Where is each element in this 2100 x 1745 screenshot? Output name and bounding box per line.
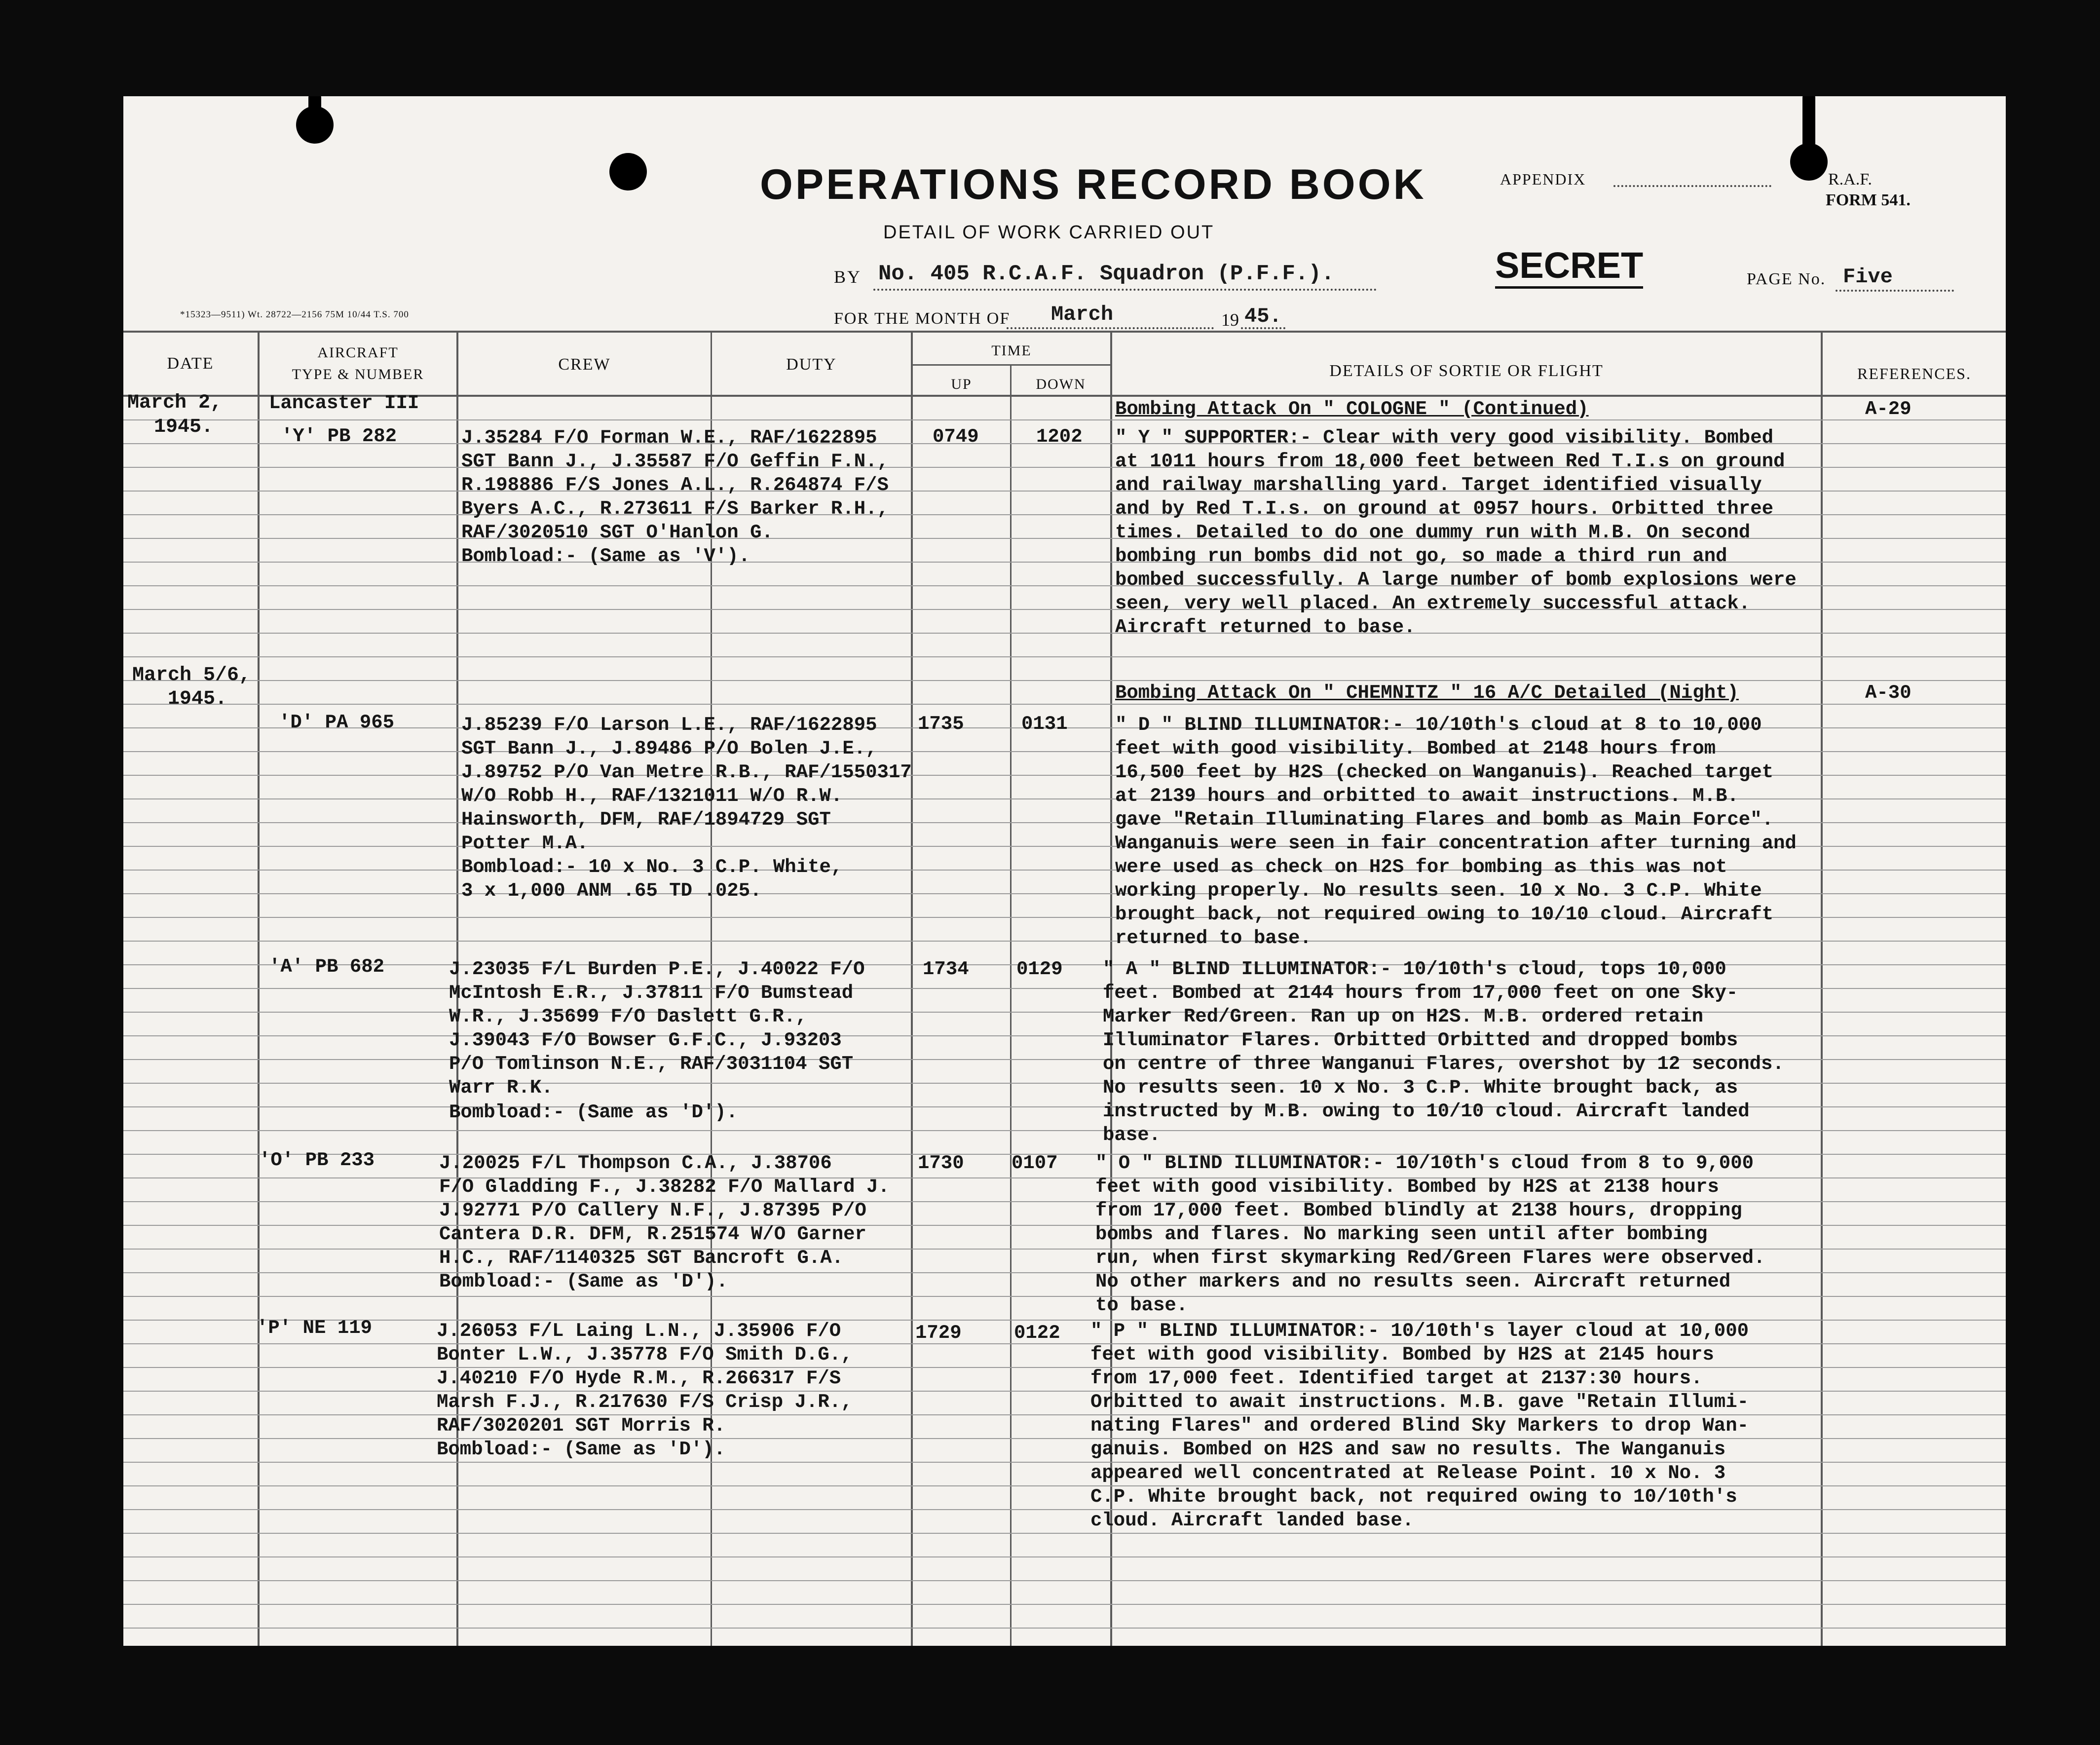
entry-2-details-8: working properly. No results seen. 10 x No. 3 C.P. White (1115, 880, 1762, 902)
entry-2-details-9: brought back, not required owing to 10/10 cloud. Aircraft (1115, 904, 1774, 925)
entry-3-details-5: on centre of three Wanganui Flares, overshot by 12 seconds. (1103, 1053, 1784, 1075)
ruled-line (123, 751, 2006, 752)
entry-3-bombload: Bombload:- (Same as 'D'). (449, 1101, 738, 1123)
page-number-label: PAGE No. (1747, 270, 1826, 288)
ruled-line (123, 1628, 2006, 1629)
entry-5-details-5: nating Flares" and ordered Blind Sky Markers to drop Wan- (1090, 1415, 1749, 1437)
entry-2-details-3: 16,500 feet by H2S (checked on Wanganuis). Reached target (1115, 761, 1774, 783)
col-header-date: DATE (167, 354, 214, 373)
entry-1-crew-4: Byers A.C., R.273611 F/S Barker R.H., (461, 498, 889, 520)
print-code: *15323—9511) Wt. 28722—2156 75M 10/44 T.S. 700 (180, 309, 409, 320)
entry-3-details-1: " A " BLIND ILLUMINATOR:- 10/10th's cloud, tops 10,000 (1103, 958, 1726, 980)
ruled-line (123, 633, 2006, 634)
page-title: OPERATIONS RECORD BOOK (760, 161, 1426, 208)
entry-2-aircraft-number: 'D' PA 965 (279, 712, 395, 733)
page-number-line (1836, 290, 1954, 292)
entry-5-crew-1: J.26053 F/L Laing L.N., J.35906 F/O (437, 1320, 841, 1342)
ruled-line (123, 656, 2006, 657)
entry-2-time-up: 1735 (918, 713, 964, 735)
entry-2-reference: A-30 (1865, 682, 1912, 704)
entry-1-time-down: 1202 (1036, 426, 1083, 448)
ruled-line (123, 1177, 2006, 1178)
secret-underline (1495, 286, 1643, 289)
entry-1-details-5: times. Detailed to do one dummy run with M.B. On second (1115, 522, 1751, 543)
ruled-line (123, 1556, 2006, 1557)
entry-1-aircraft-number: 'Y' PB 282 (281, 425, 397, 447)
entry-4-details-3: from 17,000 feet. Bombed blindly at 2138 hours, dropping (1095, 1200, 1742, 1221)
ruled-line (123, 1296, 2006, 1297)
ruled-line (123, 1533, 2006, 1534)
entry-5-details-4: Orbitted to await instructions. M.B. gave "Retain Illumi- (1090, 1391, 1749, 1413)
entry-3-details-6: No results seen. 10 x No. 3 C.P. White brought back, as (1103, 1077, 1738, 1099)
ruled-line (123, 1130, 2006, 1131)
form-label-541: FORM 541. (1826, 191, 1911, 209)
entry-4-details-7: to base. (1095, 1294, 1188, 1316)
entry-2-date-line-2: 1945. (168, 688, 227, 710)
entry-2-bombload-1: Bombload:- 10 x No. 3 C.P. White, (461, 856, 843, 878)
entry-3-time-down: 0129 (1016, 958, 1063, 980)
entry-4-time-up: 1730 (918, 1152, 964, 1174)
month-label: FOR THE MONTH OF (834, 309, 1011, 328)
entry-3-crew-6: Warr R.K. (449, 1077, 553, 1099)
col-divider-5 (1010, 364, 1012, 1646)
entry-4-aircraft-number: 'O' PB 233 (259, 1149, 375, 1171)
entry-1-details-3: and railway marshalling yard. Target identified visually (1115, 474, 1762, 496)
entry-2-details-7: were used as check on H2S for bombing as this was not (1115, 856, 1727, 878)
squadron-line (873, 289, 1377, 291)
entry-5-crew-2: Bonter L.W., J.35778 F/O Smith D.G., (437, 1344, 853, 1366)
binder-hole-center (609, 153, 647, 190)
entry-2-details-6: Wanganuis were seen in fair concentration after turning and (1115, 833, 1797, 854)
entry-1-date-line-2: 1945. (154, 416, 214, 438)
entry-2-crew-4: W/O Robb H., RAF/1321011 W/O R.W. (461, 785, 843, 807)
entry-1-bombload: Bombload:- (Same as 'V'). (461, 545, 750, 567)
entry-5-details-6: ganuis. Bombed on H2S and saw no results. The Wanganuis (1090, 1439, 1726, 1460)
entry-2-bombload-2: 3 x 1,000 ANM .65 TD .025. (461, 880, 762, 902)
entry-2-crew-6: Potter M.A. (461, 833, 589, 854)
entry-3-time-up: 1734 (923, 958, 969, 980)
ruled-line (123, 419, 2006, 420)
entry-3-aircraft-number: 'A' PB 682 (269, 956, 385, 978)
entry-1-reference: A-29 (1865, 398, 1912, 420)
entry-4-crew-5: H.C., RAF/1140325 SGT Bancroft G.A. (439, 1247, 844, 1269)
record-sheet (123, 96, 2006, 1646)
entry-2-details-1: " D " BLIND ILLUMINATOR:- 10/10th's cloud at 8 to 10,000 (1115, 714, 1762, 736)
entry-1-heading: Bombing Attack On " COLOGNE " (Continued) (1115, 398, 1589, 420)
entry-2-crew-5: Hainsworth, DFM, RAF/1894729 SGT (461, 809, 831, 831)
entry-1-crew-1: J.35284 F/O Forman W.E., RAF/1622895 (461, 427, 877, 449)
entry-4-details-2: feet with good visibility. Bombed by H2S at 2138 hours (1095, 1176, 1719, 1198)
entry-2-details-5: gave "Retain Illuminating Flares and bomb as Main Force". (1115, 809, 1774, 831)
ruled-line (123, 1580, 2006, 1581)
entry-3-details-7: instructed by M.B. owing to 10/10 cloud. Aircraft landed (1103, 1100, 1750, 1122)
year-prefix: 19 (1221, 310, 1239, 330)
form-label-raf: R.A.F. (1828, 170, 1872, 189)
entry-4-bombload: Bombload:- (Same as 'D'). (439, 1271, 728, 1292)
binder-slot-left (308, 96, 321, 121)
secret-stamp: SECRET (1495, 245, 1644, 286)
entry-1-details-4: and by Red T.I.s. on ground at 0957 hours. Orbitted three (1115, 498, 1774, 520)
entry-2-details-2: feet with good visibility. Bombed at 2148 hours from (1115, 738, 1716, 759)
entry-5-crew-4: Marsh F.J., R.217630 F/S Crisp J.R., (437, 1391, 853, 1413)
entry-4-details-1: " O " BLIND ILLUMINATOR:- 10/10th's cloud from 8 to 9,000 (1095, 1152, 1754, 1174)
entry-2-crew-3: J.89752 P/O Van Metre R.B., RAF/1550317 (461, 761, 912, 783)
entry-5-details-1: " P " BLIND ILLUMINATOR:- 10/10th's layer cloud at 10,000 (1090, 1320, 1749, 1342)
entry-5-bombload: Bombload:- (Same as 'D'). (437, 1439, 726, 1460)
entry-4-crew-4: Cantera D.R. DFM, R.251574 W/O Garner (439, 1223, 866, 1245)
squadron-field: No. 405 R.C.A.F. Squadron (P.F.F.). (878, 262, 1335, 286)
entry-5-details-7: appeared well concentrated at Release Point. 10 x No. 3 (1090, 1462, 1726, 1484)
entry-2-date-line-1: March 5/6, (132, 664, 251, 686)
col-header-duty: DUTY (786, 355, 837, 374)
entry-1-date-line-1: March 2, (127, 392, 223, 414)
ruled-line (123, 1604, 2006, 1605)
entry-1-details-6: bombing run bombs did not go, so made a third run and (1115, 545, 1727, 567)
ruled-line (123, 1225, 2006, 1226)
entry-2-time-down: 0131 (1021, 713, 1068, 735)
col-header-crew: CREW (558, 355, 611, 374)
month-value: March (1051, 303, 1114, 326)
entry-2-crew-1: J.85239 F/O Larson L.E., RAF/1622895 (461, 714, 877, 736)
ruled-line (123, 941, 2006, 942)
col-header-references: REFERENCES. (1857, 365, 1971, 382)
entry-5-details-8: C.P. White brought back, not required owing to 10/10th's (1090, 1486, 1737, 1508)
col-header-down: DOWN (1036, 376, 1086, 392)
entry-1-crew-5: RAF/3020510 SGT O'Hanlon G. (461, 522, 773, 543)
entry-4-details-4: bombs and flares. No marking seen until after bombing (1095, 1223, 1708, 1245)
entry-4-crew-2: F/O Gladding F., J.38282 F/O Mallard J. (439, 1176, 890, 1198)
month-line (1007, 327, 1214, 329)
entry-5-time-up: 1729 (915, 1322, 962, 1344)
ruled-line (123, 1012, 2006, 1013)
col-header-details: DETAILS OF SORTIE OR FLIGHT (1329, 362, 1604, 380)
entry-5-details-3: from 17,000 feet. Identified target at 2137:30 hours. (1090, 1367, 1703, 1389)
entry-5-details-9: cloud. Aircraft landed base. (1090, 1510, 1414, 1531)
ruled-line (123, 1343, 2006, 1344)
entry-4-time-down: 0107 (1012, 1152, 1058, 1174)
year-value: 45. (1244, 304, 1282, 328)
entry-1-details-8: seen, very well placed. An extremely successful attack. (1115, 593, 1751, 614)
appendix-line (1613, 185, 1771, 187)
entry-3-crew-3: W.R., J.35699 F/O Daslett G.R., (449, 1006, 807, 1027)
entry-1-time-up: 0749 (933, 426, 979, 448)
entry-3-details-8: base. (1103, 1124, 1161, 1146)
entry-1-aircraft-type: Lancaster III (269, 392, 419, 414)
entry-1-details-1: " Y " SUPPORTER:- Clear with very good visibility. Bombed (1115, 427, 1774, 449)
entry-5-details-2: feet with good visibility. Bombed by H2S at 2145 hours (1090, 1344, 1714, 1366)
year-line (1241, 327, 1285, 329)
entry-4-details-5: run, when first skymarking Red/Green Flares were observed. (1095, 1247, 1765, 1269)
entry-5-crew-3: J.40210 F/O Hyde R.M., R.266317 F/S (437, 1367, 841, 1389)
entry-1-details-7: bombed successfully. A large number of bomb explosions were (1115, 569, 1797, 591)
entry-4-details-6: No other markers and no results seen. Aircraft returned (1095, 1271, 1731, 1292)
ruled-line (123, 1367, 2006, 1368)
entry-1-crew-3: R.198886 F/S Jones A.L., R.264874 F/S (461, 474, 889, 496)
entry-3-details-3: Marker Red/Green. Ran up on H2S. M.B. ordered retain (1103, 1006, 1703, 1027)
entry-2-crew-2: SGT Bann J., J.89486 P/O Bolen J.E., (461, 738, 877, 759)
entry-3-details-4: Illuminator Flares. Orbitted Orbitted and dropped bombs (1103, 1029, 1738, 1051)
col-header-aircraft-1: AIRCRAFT (317, 344, 399, 361)
entry-3-crew-2: McIntosh E.R., J.37811 F/O Bumstead (449, 982, 854, 1004)
entry-3-crew-1: J.23035 F/L Burden P.E., J.40022 F/O (449, 958, 865, 980)
by-label: BY (834, 267, 862, 287)
col-header-time: TIME (991, 342, 1032, 359)
page-number-value: Five (1843, 265, 1893, 289)
entry-1-details-9: Aircraft returned to base. (1115, 616, 1416, 638)
entry-3-details-2: feet. Bombed at 2144 hours from 17,000 feet on one Sky- (1103, 982, 1738, 1004)
page-subtitle: DETAIL OF WORK CARRIED OUT (883, 222, 1215, 243)
ruled-line (123, 1509, 2006, 1510)
entry-1-crew-2: SGT Bann J., J.35587 F/O Geffin F.N., (461, 451, 889, 472)
entry-2-details-4: at 2139 hours and orbitted to await instructions. M.B. (1115, 785, 1739, 807)
col-header-aircraft-2: TYPE & NUMBER (292, 366, 424, 382)
entry-3-crew-5: P/O Tomlinson N.E., RAF/3031104 SGT (449, 1053, 854, 1075)
binder-slot-right (1802, 96, 1815, 155)
entry-3-crew-4: J.39043 F/O Bowser G.F.C., J.93203 (449, 1029, 842, 1051)
entry-5-aircraft-number: 'P' NE 119 (257, 1317, 373, 1339)
entry-2-heading: Bombing Attack On " CHEMNITZ " 16 A/C Detailed (Night) (1115, 682, 1739, 704)
entry-4-crew-1: J.20025 F/L Thompson C.A., J.38706 (439, 1152, 832, 1174)
entry-2-details-10: returned to base. (1115, 927, 1312, 949)
entry-5-time-down: 0122 (1014, 1322, 1060, 1344)
entry-4-crew-3: J.92771 P/O Callery N.F., J.87395 P/O (439, 1200, 866, 1221)
table-top-border (123, 331, 2006, 333)
entry-1-details-2: at 1011 hours from 18,000 feet between Red T.I.s on ground (1115, 451, 1785, 472)
entry-5-crew-5: RAF/3020201 SGT Morris R. (437, 1415, 726, 1437)
col-header-up: UP (951, 376, 972, 392)
appendix-label: APPENDIX (1500, 170, 1586, 188)
